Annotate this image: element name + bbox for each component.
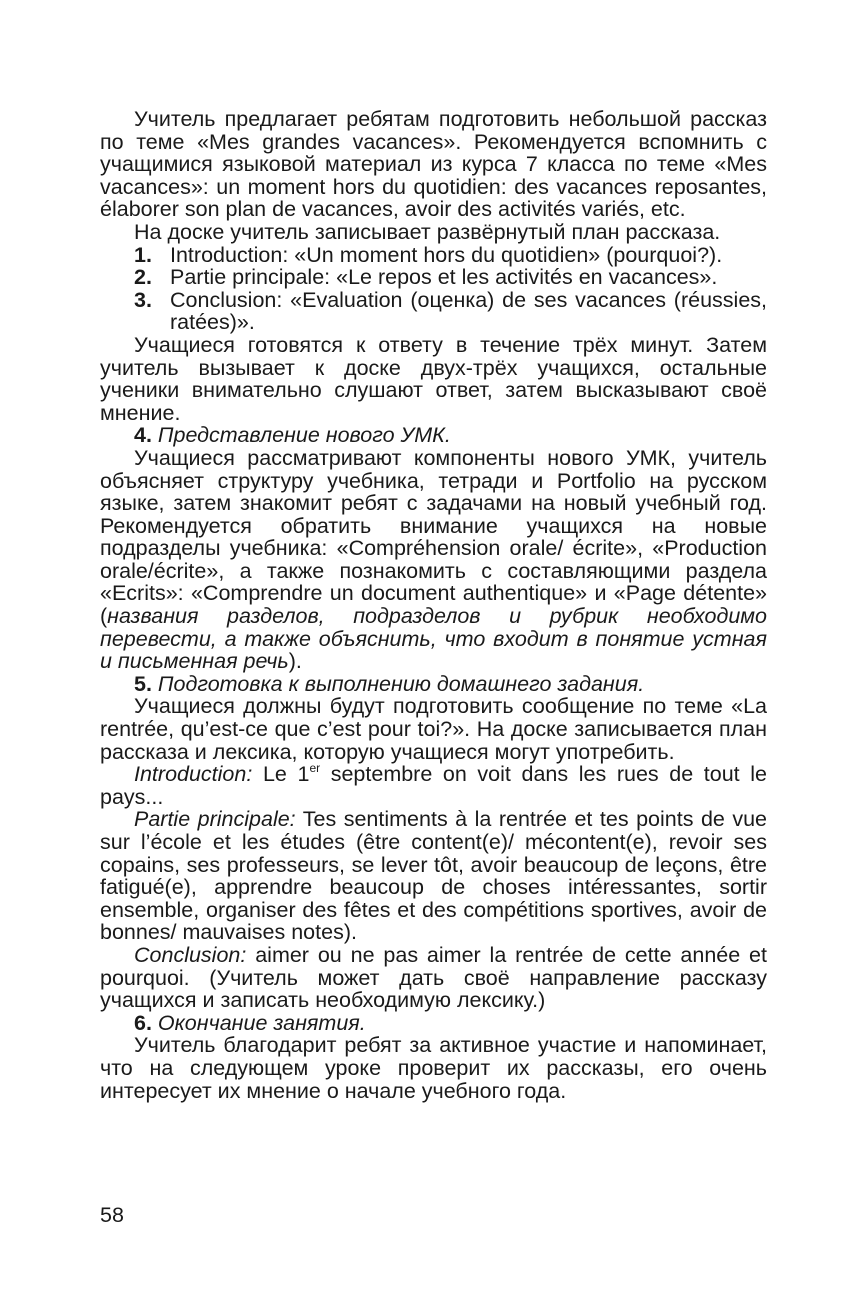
paragraph-preparation: Учащиеся готовятся к ответу в течение трёх минут. Затем учитель вызывает к доске двух-трёх учащихся, остальные ученики внимательно слушают ответ, затем высказывают своё мнение. <box>100 332 767 425</box>
conclusion-text: aimer ou ne pas aimer la rentrée de cette année et pourquoi. (Учитель может дать своё направление рассказу учащихся и записать необходимую лексику.) <box>100 942 767 1013</box>
paragraph-ending: Учитель благодарит ребят за активное участие и напоминает, что на следующем уроке проверит их рассказы, его очень интересует их мнение о начале учебного года. <box>100 1033 767 1103</box>
plan-item-text: Partie principale: «Le repos et les activités en vacances». <box>170 265 718 290</box>
section-number: 4. <box>134 423 152 448</box>
plan-item-introduction <box>100 244 767 267</box>
paragraph-homework: Учащиеся должны будут подготовить сообщение по теме «La rentrée, qu’est-ce que c’est pour toi?». На доске записывается план рассказа и лексика, которую учащиеся могут употребить. <box>100 694 767 764</box>
plan-item-text: Introduction: «Un moment hors du quotidien» (pourquoi?). <box>170 242 723 267</box>
section-number: 6. <box>134 1010 152 1035</box>
section-heading-homework <box>100 673 767 696</box>
paragraph-introduction <box>100 763 767 808</box>
section-title: Подготовка к выполнению домашнего задания. <box>157 671 645 696</box>
page-number: 58 <box>100 1203 124 1227</box>
section-number: 5. <box>134 671 152 696</box>
ordinal-superscript: er <box>309 761 321 776</box>
umk-text-end: ). <box>288 649 302 674</box>
plan-item-number: 3. <box>134 287 152 312</box>
umk-text: Учащиеся рассматривают компоненты нового УМК, учитель объясняет структуру учебника, тетради и Portfolio на русском языке, затем знакомит ребят с задачами на новый учебный год. Рекомендуется обратить внимание учащихся на новые подразделы учебника: «Compréhension orale/ écrite», «Production orale/écrite», а также познакомить с составляющими раздела «Ecrits»: «Comprendre un document authentique» и «Page détente» ( <box>100 445 767 629</box>
page-body <box>100 108 767 1102</box>
section-heading-new-umk <box>100 424 767 447</box>
introduction-text-b: septembre on voit dans les rues de tout le pays... <box>100 762 768 809</box>
paragraph-conclusion <box>100 944 767 1012</box>
section-heading-ending <box>100 1012 767 1035</box>
paragraph-story-task: Учитель предлагает ребятам подготовить небольшой рассказ по теме «Mes grandes vacances». Рекомендуется вспомнить с учащимися языковой материал из курса 7 класса по теме «Mes vacances»: un moment hors du quotidien: des vacances reposantes, élaborer son plan de vacances, avoir des activités variés, etc. <box>100 107 767 222</box>
main-part-label: Partie principale: <box>134 807 296 832</box>
conclusion-label: Conclusion: <box>134 942 247 967</box>
plan-item-conclusion <box>100 289 767 334</box>
plan-item-main-part <box>100 266 767 289</box>
introduction-text-a: Le 1 <box>252 762 310 787</box>
main-part-text: Tes sentiments à la rentrée et tes points de vue sur l’école et les études (être content(e)/ mécontent(e), revoir ses copains, ses professeurs, se lever tôt, avoir beaucoup de leçons, être fatigué(e), apprendre beaucoup de choses intéressantes, sortir ensemble, organiser des fêtes et des compétitions sportives, avoir de bonnes/ mauvaises notes). <box>100 807 768 945</box>
plan-item-text: Conclusion: «Evaluation (оценка) de ses vacances (réussies, ratées)». <box>170 287 767 335</box>
plan-item-number: 1. <box>134 242 152 267</box>
introduction-label: Introduction: <box>134 762 253 787</box>
plan-item-number: 2. <box>134 265 152 290</box>
paragraph-main-part <box>100 808 767 944</box>
paragraph-umk-components <box>100 447 767 673</box>
section-title: Окончание занятия. <box>157 1010 366 1035</box>
paragraph-board-plan: На доске учитель записывает развёрнутый план рассказа. <box>134 219 721 244</box>
umk-italic-note: названия разделов, подразделов и рубрик необходимо перевести, а также объяснить, что входит в понятие устная и письменная речь <box>100 604 767 674</box>
section-title: Представление нового УМК. <box>157 423 451 448</box>
